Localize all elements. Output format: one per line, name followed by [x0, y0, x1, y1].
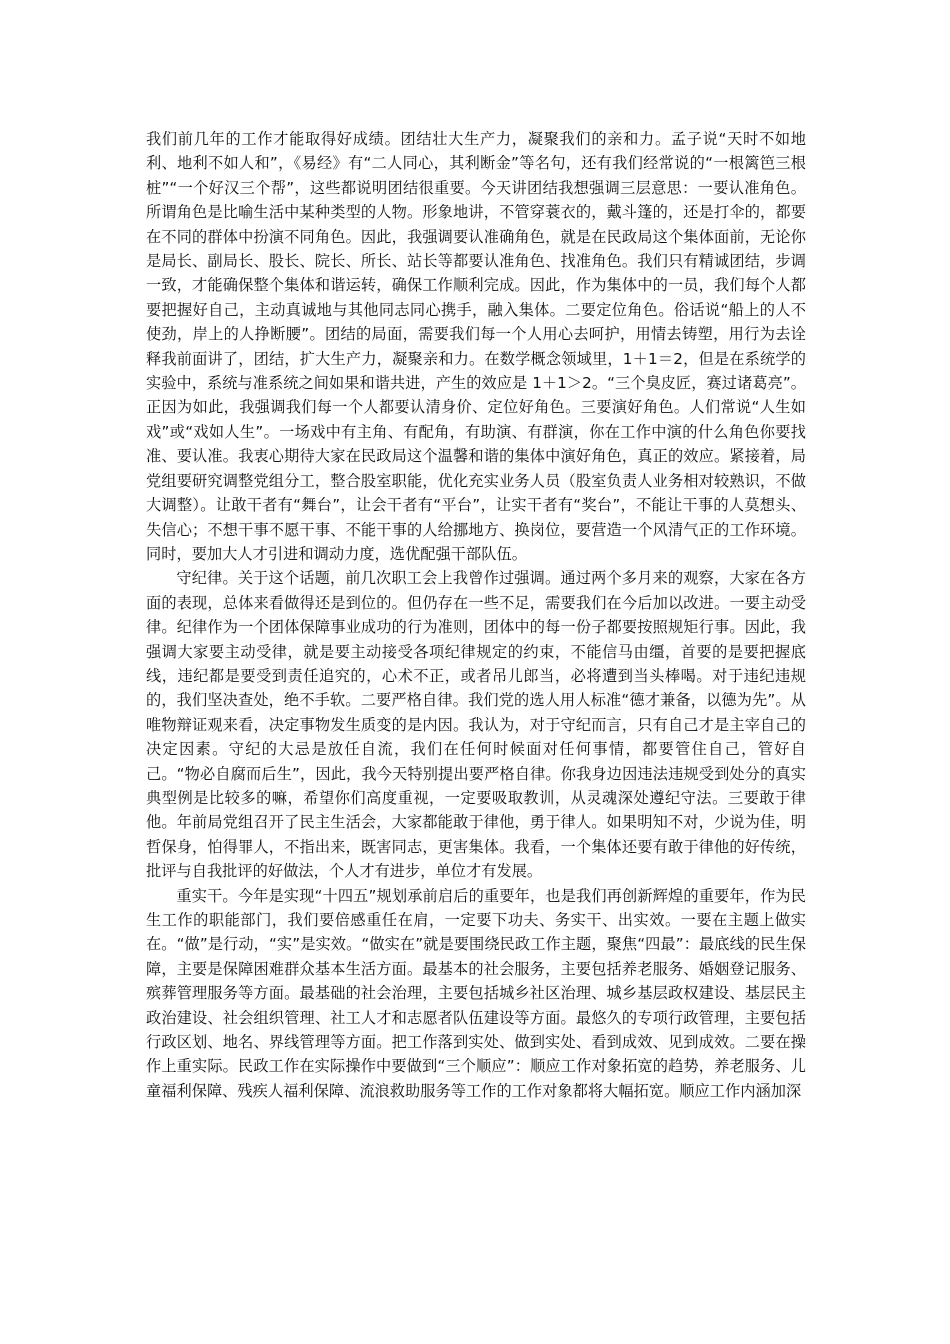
paragraph-unity: 我们前几年的工作才能取得好成绩。团结壮大生产力，凝聚我们的亲和力。孟子说“天时不如地利、地利不如人和”，《易经》有“二人同心，其利断金”等名句，还有我们经常说的“一根篱笆三根桩”“一个好汉三个帮”，这些都说明团结很重要。今天讲团结我想强调三层意思：一要认准角色。所谓角色是比喻生活中某种类型的人物。形象地讲，不管穿蓑衣的，戴斗篷的，还是打伞的，都要在不同的群体中扮演不同角色。因此，我强调要认准确角色，就是在民政局这个集体面前，无论你是局长、副局长、股长、院长、所长、站长等都要认准角色、找准角色。我们只有精诚团结，步调一致，才能确保整个集体和谐运转，确保工作顺利完成。因此，作为集体中的一员，我们每个人都要把握好自己，主动真诚地与其他同志同心携手，融入集体。二要定位角色。俗话说“船上的人不使劲，岸上的人挣断腰”。团结的局面，需要我们每一个人用心去呵护，用情去铸塑，用行为去诠释我前面讲了，团结，扩大生产力，凝聚亲和力。在数学概念领域里，1＋1＝2，但是在系统学的实验中，系统与准系统之间如果和谐共进，产生的效应是 1＋1＞2。“三个臭皮匠，赛过诸葛亮”。正因为如此，我强调我们每一个人都要认清身价、定位好角色。三要演好角色。人们常说“人生如戏”或“戏如人生”。一场戏中有主角、有配角，有助演、有群演，你在工作中演的什么角色你要找准、要认准。我衷心期待大家在民政局这个温馨和谐的集体中演好角色，真正的效应。紧接着，局党组要研究调整党组分工，整合股室职能，优化充实业务人员（股室负责人业务相对较熟识，不做大调整）。让敢干者有“舞台”，让会干者有“平台”，让实干者有“奖台”，不能让干事的人莫想头、失信心；不想干事不愿干事、不能干事的人给挪地方、换岗位，要营造一个风清气正的工作环境。同时，要加大人才引进和调动力度，选优配强干部队伍。 — [146, 130, 806, 563]
paragraph-practical-work: 重实干。今年是实现“十四五”规划承前启后的重要年，也是我们再创新辉煌的重要年，作为民生工作的职能部门，我们要倍感重任在肩，一定要下功夫、务实干、出实效。一要在主题上做实在。“做”是行动，“实”是实效。“做实在”就是要围绕民政工作主题，聚焦“四最”：最底线的民生保障，主要是保障困难群众基本生活方面。最基本的社会服务，主要包括养老服务、婚姻登记服务、殡葬管理服务等方面。最基础的社会治理，主要包括城乡社区治理、城乡基层政权建设、基层民主政治建设、社会组织管理、社工人才和志愿者队伍建设等方面。最悠久的专项行政管理，主要包括行政区划、地名、界线管理等方面。把工作落到实处、做到实处、看到成效、见到成效。二要在操作上重实际。民政工作在实际操作中要做到“三个顺应”：顺应工作对象拓宽的趋势，养老服务、儿童福利保障、残疾人福利保障、流浪救助服务等工作的工作对象都将大幅拓宽。顺应工作内涵加深 — [146, 886, 806, 1100]
paragraph-discipline: 守纪律。关于这个话题，前几次职工会上我曾作过强调。通过两个多月来的观察，大家在各方面的表现，总体来看做得还是到位的。但仍存在一些不足，需要我们在今后加以改进。一要主动受律。纪律作为一个团体保障事业成功的行为准则，团体中的每一份子都要按照规矩行事。因此，我强调大家要主动受律，就是要主动接受各项纪律规定的约束，不能信马由缰，首要的是要把握底线，违纪都是要受到责任追究的，心术不正，或者吊儿郎当，必将遭到当头棒喝。对于违纪违规的，我们坚决查处，绝不手软。二要严格自律。我们党的选人用人标准“德才兼备，以德为先”。从唯物辩证观来看，决定事物发生质变的是内因。我认为，对于守纪而言，只有自己才是主宰自己的决定因素。守纪的大忌是放任自流，我们在任何时候面对任何事情，都要管住自己，管好自己。“物必自腐而后生”，因此，我今天特别提出要严格自律。你我身边因违法违规受到处分的真实典型例是比较多的嘛，希望你们高度重视，一定要吸取教训，从灵魂深处遵纪守法。三要敢于律他。年前局党组召开了民主生活会，大家都能敢于律他，勇于律人。如果明知不对，少说为佳，明哲保身，怕得罪人，不指出来，既害同志，更害集体。我看，一个集体还要有敢于律他的好传统，批评与自我批评的好做法，个人才有进步，单位才有发展。 — [146, 569, 806, 881]
document-body — [146, 127, 806, 1103]
